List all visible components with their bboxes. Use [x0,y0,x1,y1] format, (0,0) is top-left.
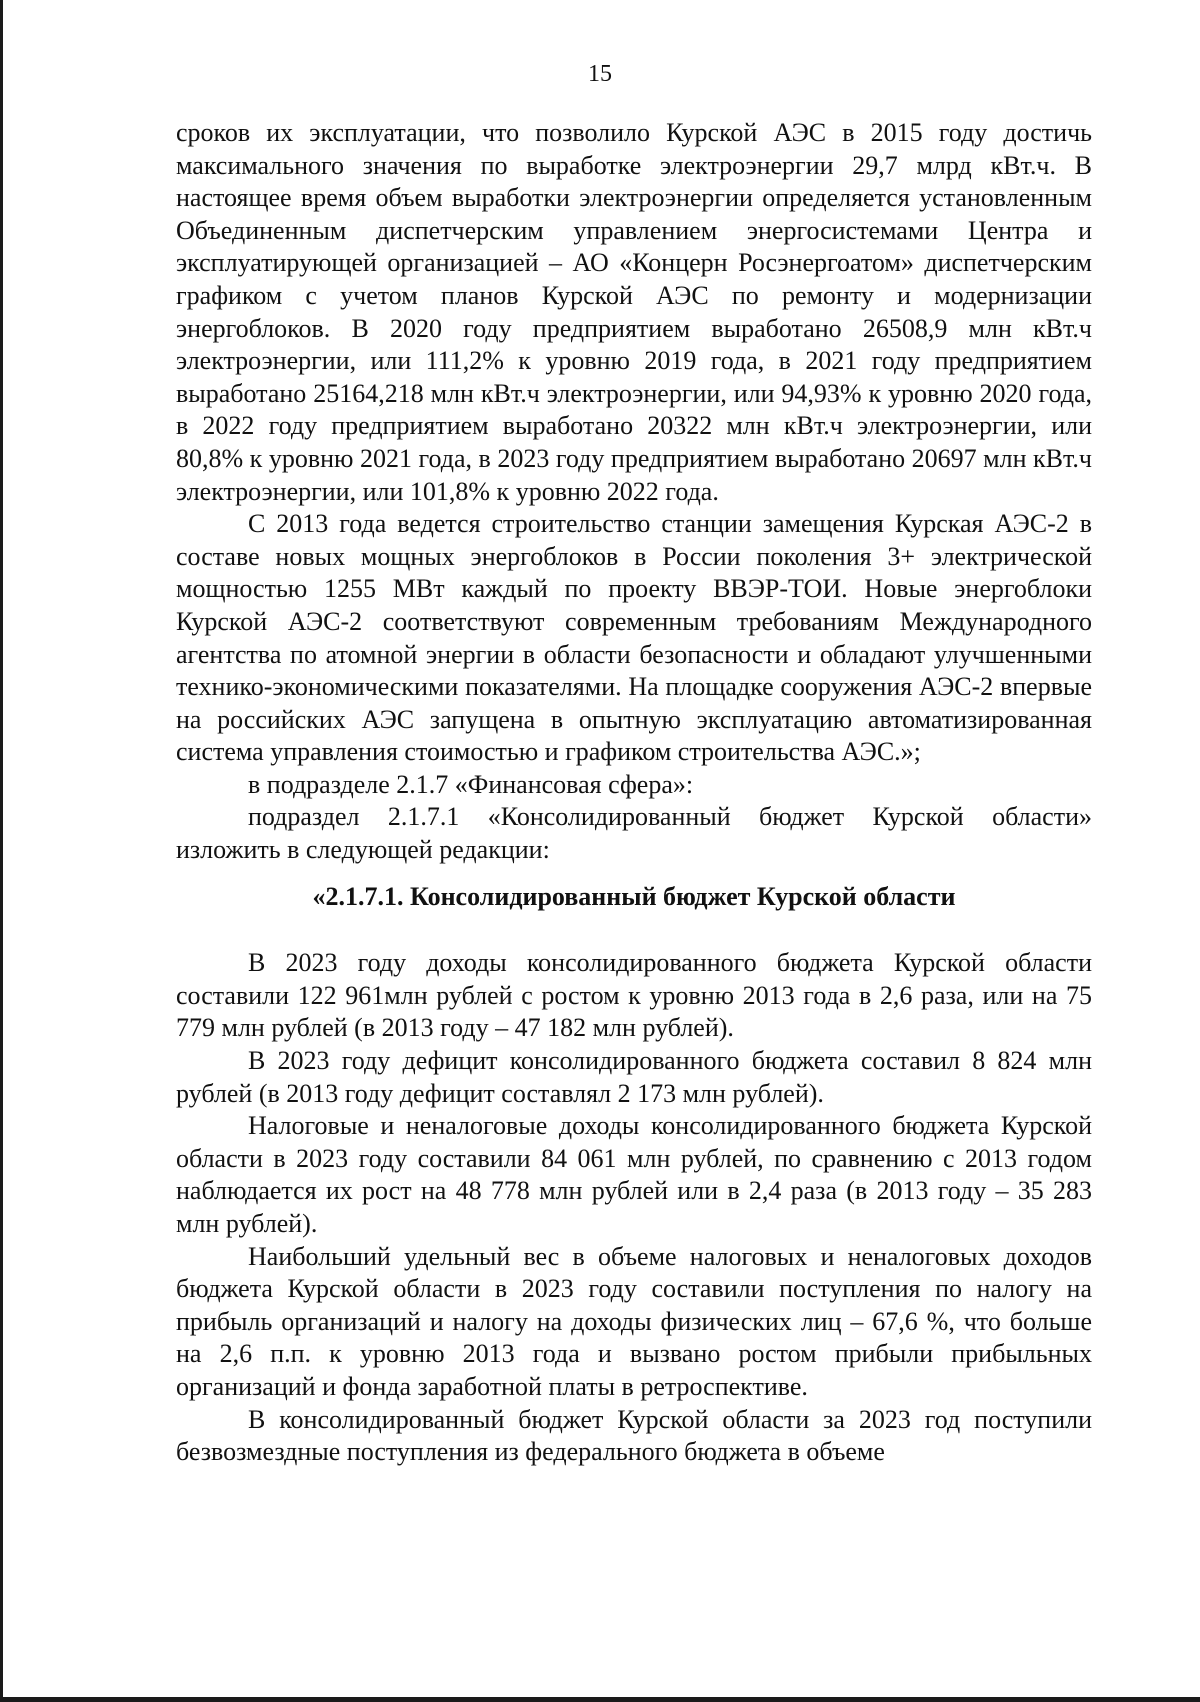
document-body [176,117,1092,1469]
scan-left-edge [0,0,3,1702]
paragraph-amendment-instruction: подраздел 2.1.7.1 «Консолидированный бюджет Курской области» изложить в следующей редакции: [176,802,1092,865]
paragraph-subsection-ref: в подразделе 2.1.7 «Финансовая сфера»: [248,769,694,799]
paragraph-npp-output: сроков их эксплуатации, что позволило Курской АЭС в 2015 году достичь максимального значения по выработке электроэнергии 29,7 млрд кВт.ч. В настоящее время объем выработки электроэнергии определяется установленным Объединенным диспетчерским управлением энергосистемами Центра и эксплуатирующей организацией – АО «Концерн Росэнергоатом» диспетчерским графиком с учетом планов Курской АЭС по ремонту и модернизации энергоблоков. В 2020 году предприятием выработано 26508,9 млн кВт.ч электроэнергии, или 111,2% к уровню 2019 года, в 2021 году предприятием выработано 25164,218 млн кВт.ч электроэнергии, или 94,93% к уровню 2020 года, в 2022 году предприятием выработано 20322 млн кВт.ч электроэнергии, или 80,8% к уровню 2021 года, в 2023 году предприятием выработано 20697 млн кВт.ч электроэнергии, или 101,8% к уровню 2022 года. [176,118,1092,506]
paragraph-federal-transfers: В консолидированный бюджет Курской области за 2023 год поступили безвозмездные поступления из федерального бюджета в объеме [176,1404,1092,1467]
paragraph-budget-revenue: В 2023 году доходы консолидированного бюджета Курской области составили 122 961млн рублей с ростом к уровню 2013 года в 2,6 раза, или на 75 779 млн рублей (в 2013 году – 47 182 млн рублей). [176,948,1092,1043]
page-number: 15 [588,61,612,87]
section-heading: «2.1.7.1. Консолидированный бюджет Курской области [312,881,956,911]
paragraph-tax-share: Наибольший удельный вес в объеме налоговых и неналоговых доходов бюджета Курской области в 2023 году составили поступления по налогу на прибыль организаций и налогу на доходы физических лиц – 67,6 %, что больше на 2,6 п.п. к уровню 2013 года и вызвано ростом прибыли прибыльных организаций и фонда заработной платы в ретроспективе. [176,1241,1092,1401]
paragraph-tax-revenue: Налоговые и неналоговые доходы консолидированного бюджета Курской области в 2023 году составили 84 061 млн рублей, по сравнению с 2013 годом наблюдается их рост на 48 778 млн рублей или в 2,4 раза (в 2013 году – 35 283 млн рублей). [176,1111,1092,1238]
scan-bottom-edge [0,1697,1200,1702]
paragraph-budget-deficit: В 2023 году дефицит консолидированного бюджета составил 8 824 млн рублей (в 2013 году дефицит составлял 2 173 млн рублей). [176,1046,1092,1108]
paragraph-kursk-npp-2: С 2013 года ведется строительство станции замещения Курская АЭС-2 в составе новых мощных энергоблоков в России поколения 3+ электрической мощностью 1255 МВт каждый по проекту ВВЭР-ТОИ. Новые энергоблоки Курской АЭС-2 соответствуют современным требованиям Международного агентства по атомной энергии в области безопасности и обладают улучшенными технико-экономическими показателями. На площадке сооружения АЭС-2 впервые на российских АЭС запущена в опытную эксплуатацию автоматизированная система управления стоимостью и графиком строительства АЭС.»; [176,509,1092,767]
